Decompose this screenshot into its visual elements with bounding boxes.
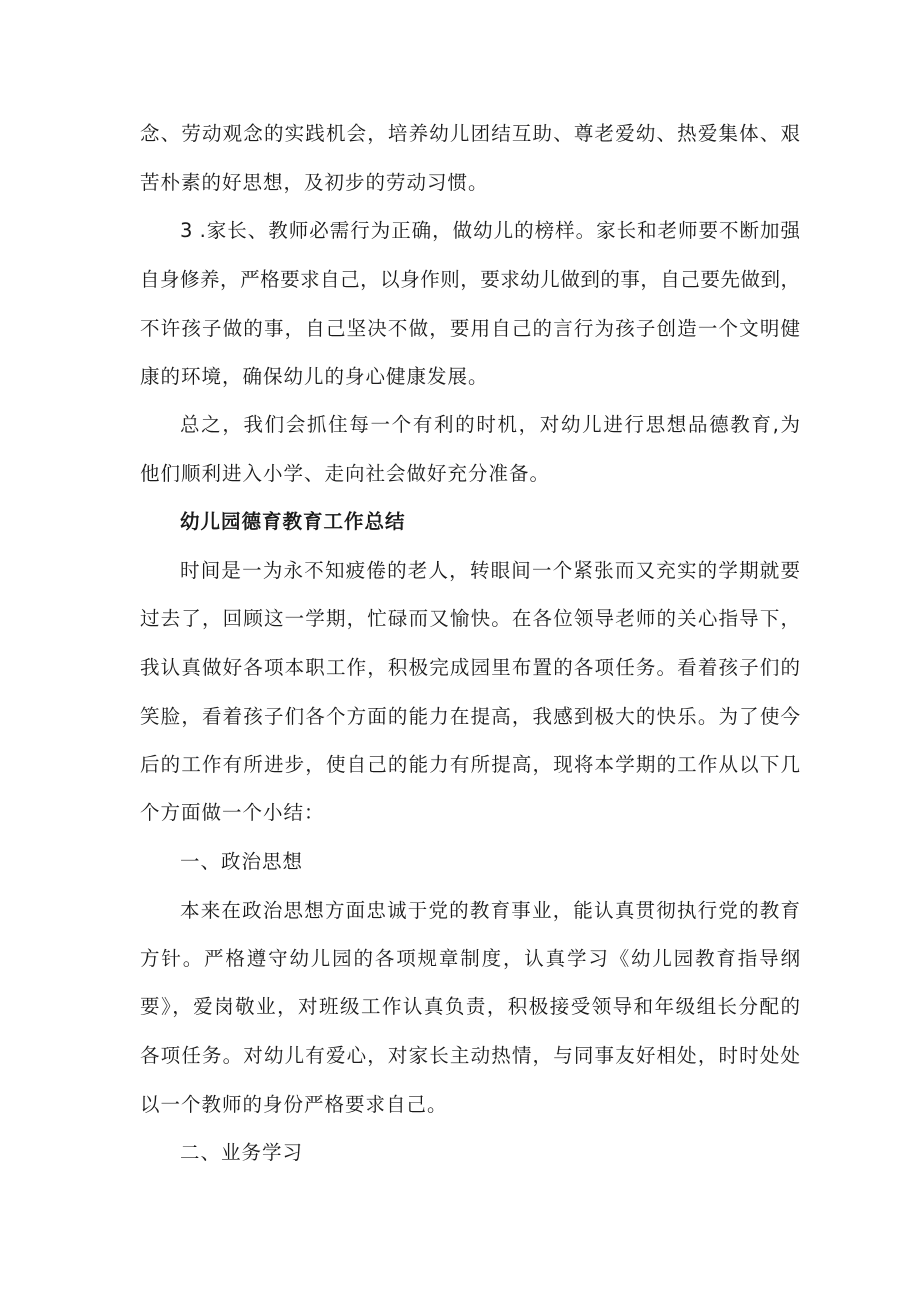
paragraph-3-line-2: 他们顺利进入小学、走向社会做好充分准备。 (140, 462, 551, 485)
paragraph-2-line-2: 自身修养，严格要求自己，以身作则，要求幼儿做到的事，自己要先做到， (140, 268, 800, 291)
paragraph-4-line-5: 后的工作有所进步，使自己的能力有所提高，现将本学期的工作从以下几 (140, 753, 800, 776)
paragraph-3-line-1: 总之，我们会抓住每一个有利的时机，对幼儿进行思想品德教育,为 (180, 413, 800, 436)
paragraph-1-line-1: 念、劳动观念的实践机会，培养幼儿团结互助、尊老爱幼、热爱集体、艰 (140, 122, 800, 145)
paragraph-4-line-4: 笑脸，看着孩子们各个方面的能力在提高，我感到极大的快乐。为了使今 (140, 705, 800, 728)
paragraph-4-line-2: 过去了，回顾这一学期，忙碌而又愉快。在各位领导老师的关心指导下， (140, 607, 800, 630)
paragraph-1-line-2: 苦朴素的好思想，及初步的劳动习惯。 (140, 171, 489, 194)
paragraph-5-line-5: 以一个教师的身份严格要求自己。 (140, 1093, 448, 1116)
paragraph-4-line-3: 我认真做好各项本职工作，积极完成园里布置的各项任务。看着孩子们的 (140, 656, 800, 679)
paragraph-5-line-3: 要》，爱岗敬业，对班级工作认真负责，积极接受领导和年级组长分配的 (140, 995, 800, 1018)
section-title: 幼儿园德育教育工作总结 (180, 510, 406, 533)
paragraph-2-line-1: 3 .家长、教师必需行为正确，做幼儿的榜样。家长和老师要不断加强 (180, 219, 800, 242)
heading-professional-study: 二、业务学习 (180, 1141, 304, 1164)
paragraph-2-line-3: 不许孩子做的事，自己坚决不做，要用自己的言行为孩子创造一个文明健 (140, 317, 800, 340)
heading-political-thought: 一、政治思想 (180, 850, 304, 873)
paragraph-5-line-1: 本来在政治思想方面忠诚于党的教育事业，能认真贯彻执行党的教育 (180, 899, 800, 922)
paragraph-2-line-4: 康的环境，确保幼儿的身心健康发展。 (140, 365, 489, 388)
paragraph-4-line-1: 时间是一为永不知疲倦的老人，转眼间一个紧张而又充实的学期就要 (180, 559, 800, 582)
paragraph-5-line-2: 方针。严格遵守幼儿园的各项规章制度，认真学习《幼儿园教育指导纲 (140, 947, 800, 970)
paragraph-5-line-4: 各项任务。对幼儿有爱心，对家长主动热情，与同事友好相处，时时处处 (140, 1044, 800, 1067)
paragraph-4-line-6: 个方面做一个小结： (140, 801, 325, 824)
